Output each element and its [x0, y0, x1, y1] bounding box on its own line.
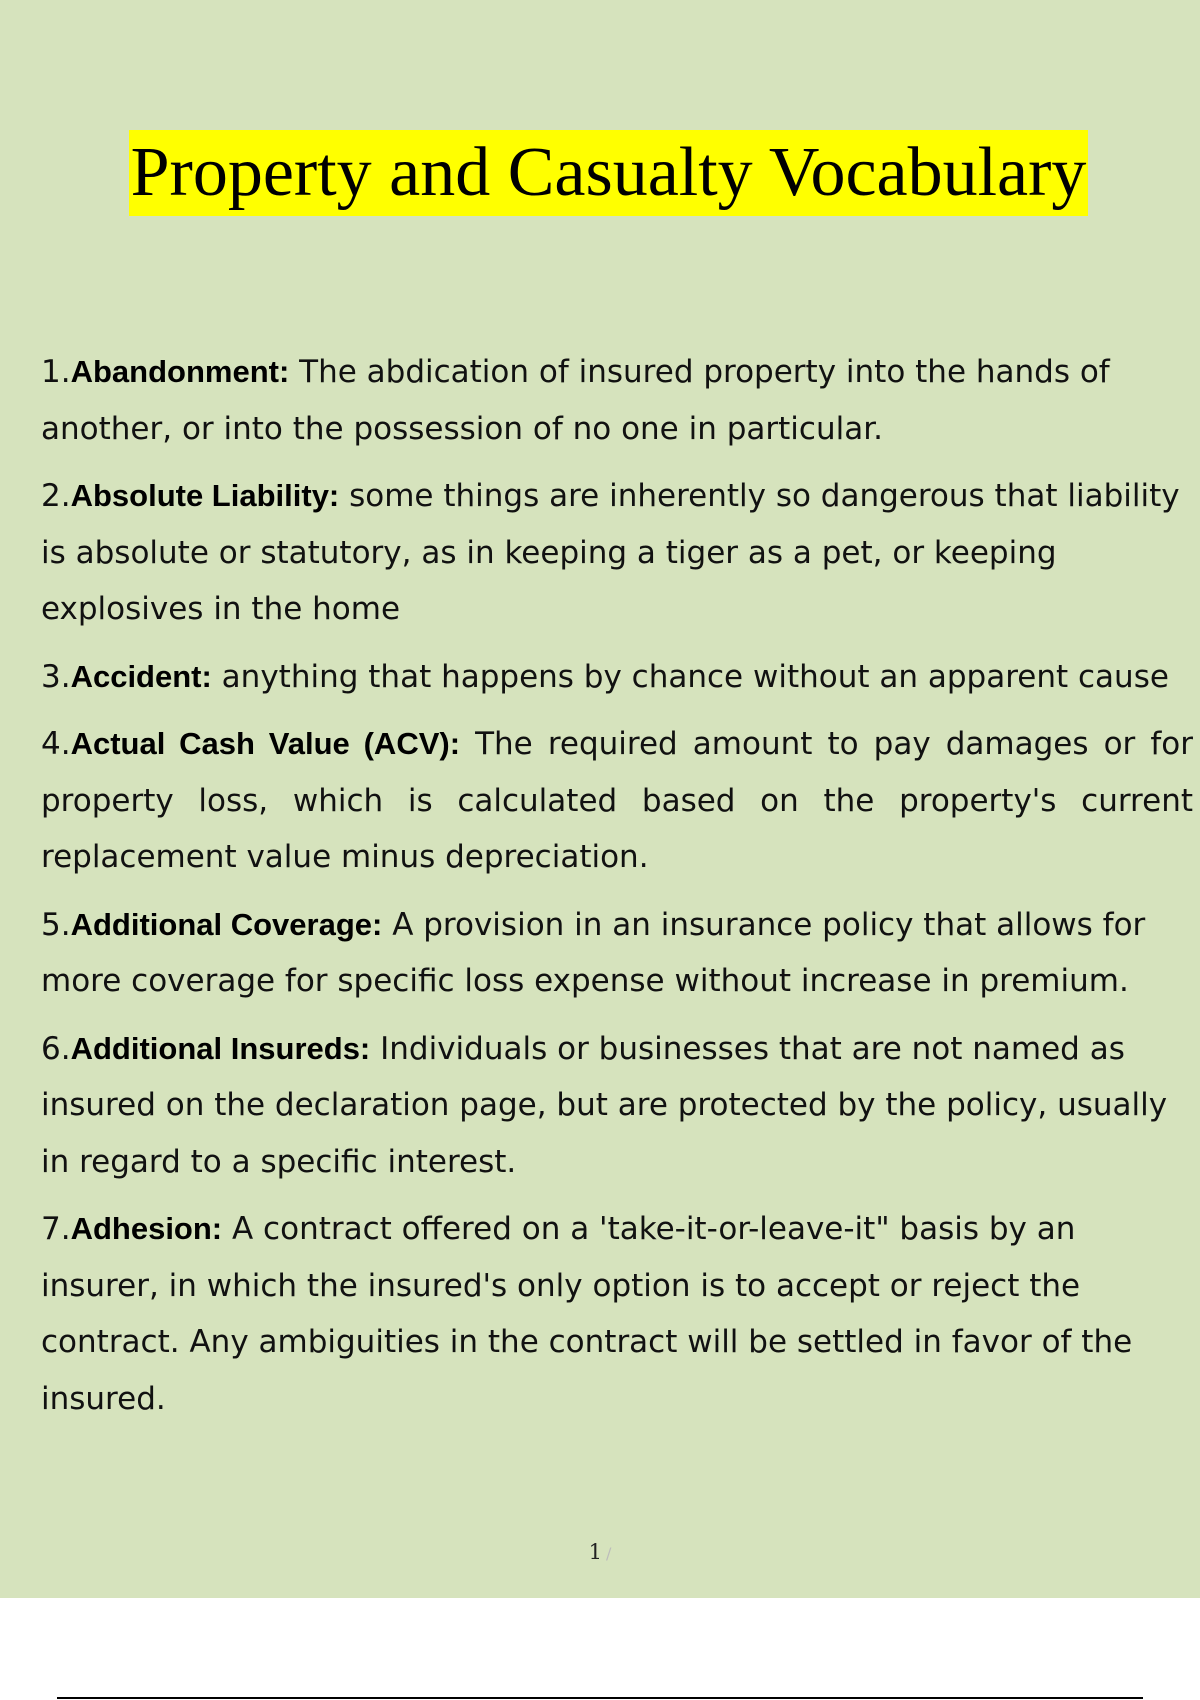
vocabulary-entry-additional-coverage: [41, 897, 1193, 1010]
page-number-value: 1: [588, 1540, 602, 1564]
entry-number: 7.: [41, 1211, 71, 1247]
page-title: Property and Casualty Vocabulary: [129, 130, 1089, 216]
entry-definition: A contract offered on a 'take-it-or-leave-it" basis by an insurer, in which the insured's only option is to accept or reject the contract. Any ambiguities in the contract will be settled in favor of the insured.: [41, 1211, 1133, 1417]
entry-number: 6.: [41, 1030, 71, 1067]
vocabulary-entry-accident: [41, 649, 1193, 706]
page-number: [0, 1540, 1200, 1564]
vocabulary-entry-abandonment: [41, 344, 1193, 457]
entry-term: Additional Coverage:: [70, 906, 383, 942]
vocabulary-entry-additional-insureds: [41, 1021, 1193, 1191]
entry-term: Abandonment:: [70, 354, 290, 389]
vocabulary-entry-absolute-liability: [41, 468, 1193, 638]
vocabulary-entry-actual-cash-value: [41, 716, 1193, 886]
entry-number: 4.: [41, 726, 71, 762]
entry-definition: A provision in an insurance policy that allows for more coverage for specific loss expense without increase in premium.: [41, 906, 1146, 999]
entry-number: 2.: [41, 478, 71, 514]
entry-number: 1.: [41, 354, 71, 390]
entry-term: Absolute Liability:: [70, 478, 340, 513]
entry-definition: Individuals or businesses that are not named as insured on the declaration page, but are protected by the policy, usually in regard to a specific interest.: [41, 1030, 1168, 1180]
page-number-separator: /: [605, 1544, 612, 1563]
footer-divider: [57, 1697, 1143, 1699]
entry-definition: some things are inherently so dangerous that liability is absolute or statutory, as in keeping a tiger as a pet, or keeping explosives in the home: [41, 478, 1180, 627]
vocabulary-list: [41, 344, 1193, 1438]
entry-definition: The abdication of insured property into the hands of another, or into the possession of no one in particular.: [41, 354, 1110, 447]
entry-number: 3.: [41, 658, 71, 695]
entry-definition: The required amount to pay damages or for property loss, which is calculated based on the property's current replacement value minus depreciation.: [41, 726, 1193, 875]
entry-term: Accident:: [70, 658, 212, 694]
entry-number: 5.: [41, 906, 71, 943]
entry-definition: anything that happens by chance without an apparent cause: [211, 658, 1169, 695]
entry-term: Adhesion:: [70, 1211, 223, 1246]
title-container: [0, 130, 1200, 216]
vocabulary-entry-adhesion: [41, 1201, 1193, 1427]
entry-term: Additional Insureds:: [70, 1030, 371, 1066]
entry-term: Actual Cash Value (ACV):: [70, 726, 461, 761]
